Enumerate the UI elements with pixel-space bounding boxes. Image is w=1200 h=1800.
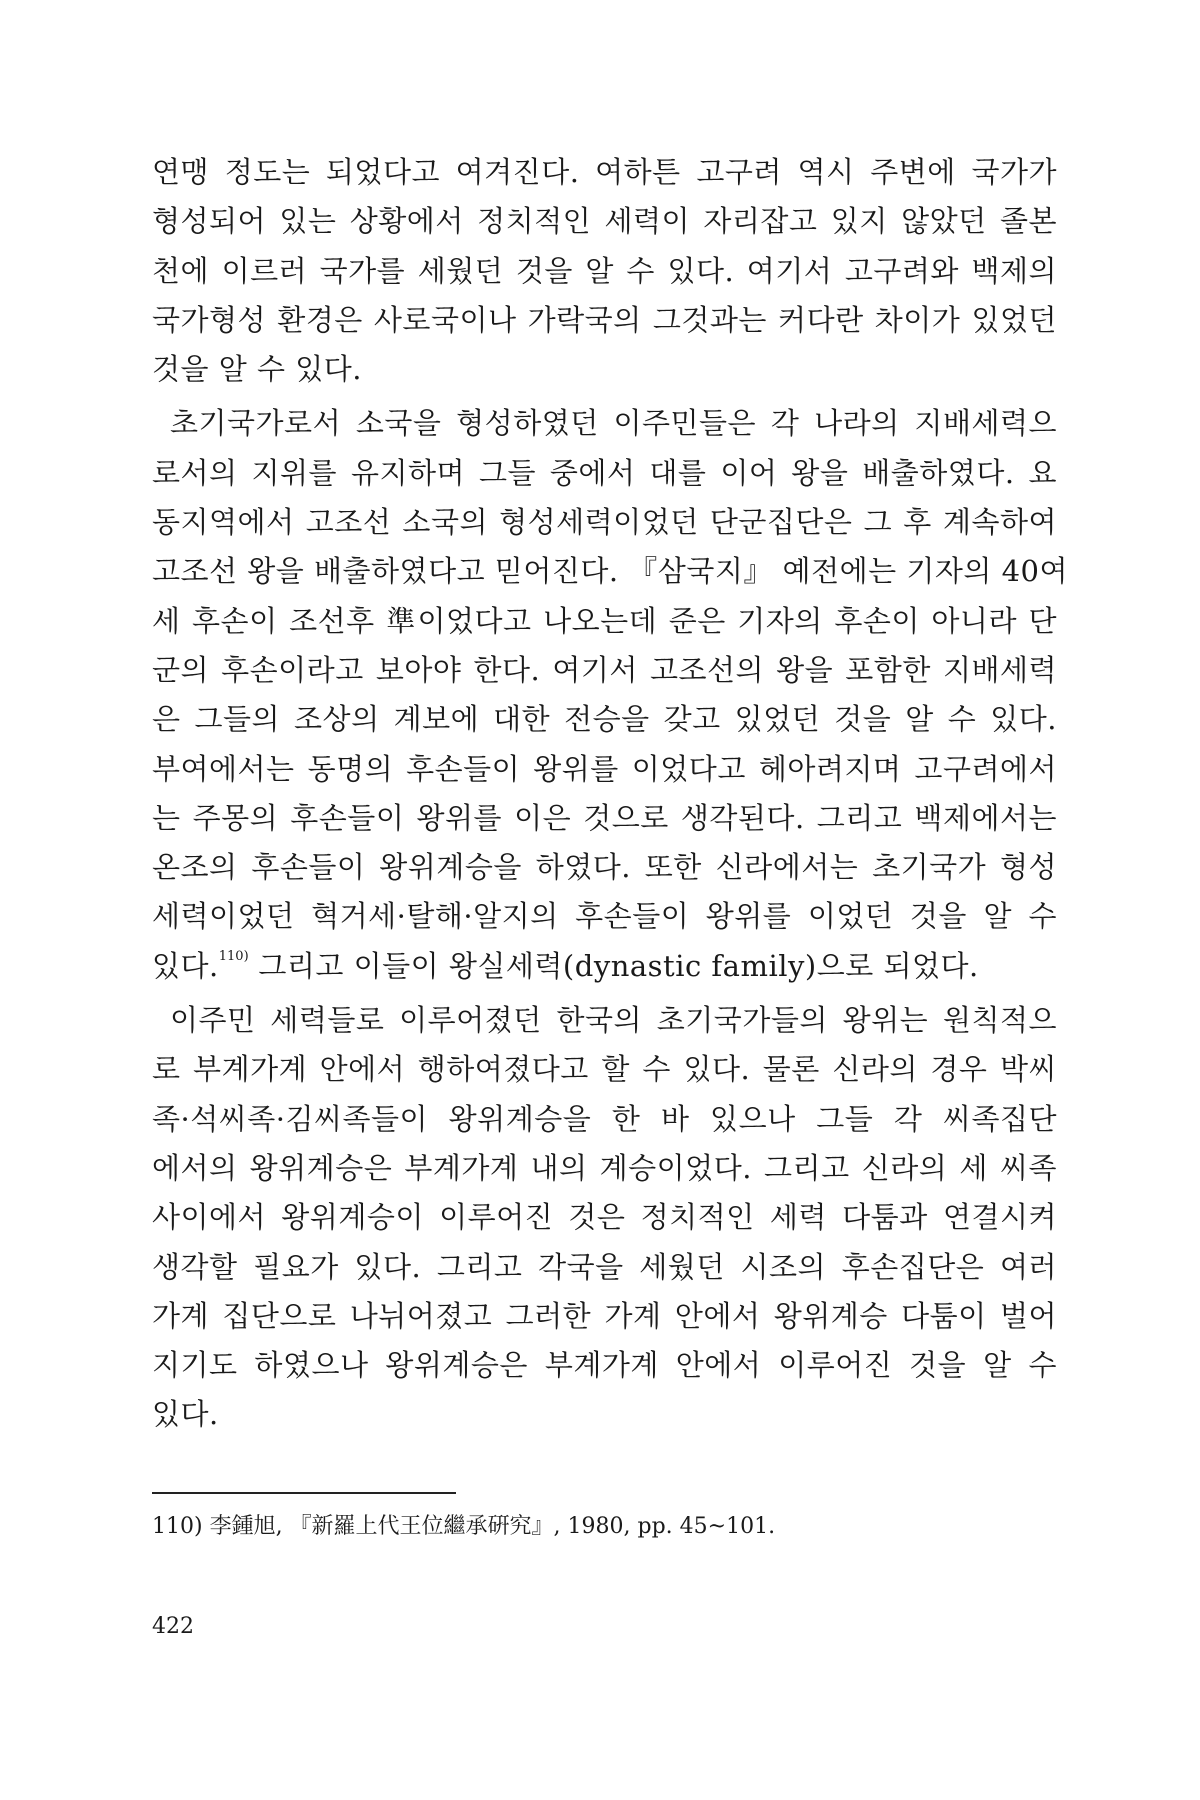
text-segment: 있다.: [152, 948, 219, 983]
text-line: 연맹 정도는 되었다고 여겨진다. 여하튼 고구려 역시 주변에 국가가: [152, 155, 1057, 189]
text-line: 지기도 하였으나 왕위계승은 부계가계 안에서 이루어진 것을 알 수: [152, 1348, 1057, 1383]
text-line: 있다.: [152, 1397, 219, 1432]
text-line: 는 주몽의 후손들이 왕위를 이은 것으로 생각된다. 그리고 백제에서는: [152, 800, 1057, 835]
text-line: 천에 이르러 국가를 세웠던 것을 알 수 있다. 여기서 고구려와 백제의: [152, 253, 1057, 288]
text-line: 은 그들의 조상의 계보에 대한 전승을 갖고 있었던 것을 알 수 있다.: [152, 702, 1057, 737]
text-line: 온조의 후손들이 왕위계승을 하였다. 또한 신라에서는 초기국가 형성: [152, 850, 1057, 885]
footnote-reference[interactable]: 110): [218, 948, 249, 964]
text-line: 세 후손이 조선후 準이었다고 나오는데 준은 기자의 후손이 아니라 단: [152, 603, 1057, 638]
text-line: 국가형성 환경은 사로국이나 가락국의 그것과는 커다란 차이가 있었던: [152, 302, 1057, 337]
text-line: 세력이었던 혁거세·탈해·알지의 후손들이 왕위를 이었던 것을 알 수: [152, 899, 1057, 934]
text-segment: 그리고 이들이 왕실세력(dynastic family)으로 되었다.: [248, 948, 979, 983]
text-line: 로 부계가계 안에서 행하여졌다고 할 수 있다. 물론 신라의 경우 박씨: [152, 1052, 1057, 1087]
text-line: 부여에서는 동명의 후손들이 왕위를 이었다고 헤아려지며 고구려에서: [152, 751, 1057, 786]
text-line: 에서의 왕위계승은 부계가계 내의 계승이었다. 그리고 신라의 세 씨족: [152, 1150, 1057, 1185]
paragraph-1: [152, 148, 1057, 394]
text-line: 초기국가로서 소국을 형성하였던 이주민들은 각 나라의 지배세력으: [170, 406, 1057, 441]
page-number: 422: [152, 1614, 194, 1639]
paragraph-2: [152, 399, 1069, 991]
text-line: 생각할 필요가 있다. 그리고 각국을 세웠던 시조의 후손집단은 여러: [152, 1249, 1057, 1284]
text-line: 로서의 지위를 유지하며 그들 중에서 대를 이어 왕을 배출하였다. 요: [152, 455, 1057, 490]
text-line: 족·석씨족·김씨족들이 왕위계승을 한 바 있으나 그들 각 씨족집단: [152, 1101, 1057, 1136]
text-line: [152, 942, 1057, 991]
text-line: 동지역에서 고조선 소국의 형성세력이었던 단군집단은 그 후 계속하여: [152, 505, 1057, 540]
text-line: 사이에서 왕위계승이 이루어진 것은 정치적인 세력 다툼과 연결시켜: [152, 1200, 1057, 1235]
footnote: 110) 李鍾旭, 『新羅上代王位繼承硏究』, 1980, pp. 45~101.: [152, 1514, 776, 1539]
text-line: 것을 알 수 있다.: [152, 352, 362, 387]
footnote-divider: [152, 1492, 456, 1494]
paragraph-3: [152, 996, 1057, 1440]
text-line: 형성되어 있는 상황에서 정치적인 세력이 자리잡고 있지 않았던 졸본: [152, 204, 1057, 239]
body-text: [152, 148, 1069, 1440]
text-line: 군의 후손이라고 보아야 한다. 여기서 고조선의 왕을 포함한 지배세력: [152, 652, 1057, 687]
text-line: 고조선 왕을 배출하였다고 믿어진다. 『삼국지』 예전에는 기자의 40여: [152, 554, 1069, 589]
text-line: 이주민 세력들로 이루어졌던 한국의 초기국가들의 왕위는 원칙적으: [170, 1003, 1057, 1038]
text-line: 가계 집단으로 나뉘어졌고 그러한 가계 안에서 왕위계승 다툼이 벌어: [152, 1298, 1057, 1333]
